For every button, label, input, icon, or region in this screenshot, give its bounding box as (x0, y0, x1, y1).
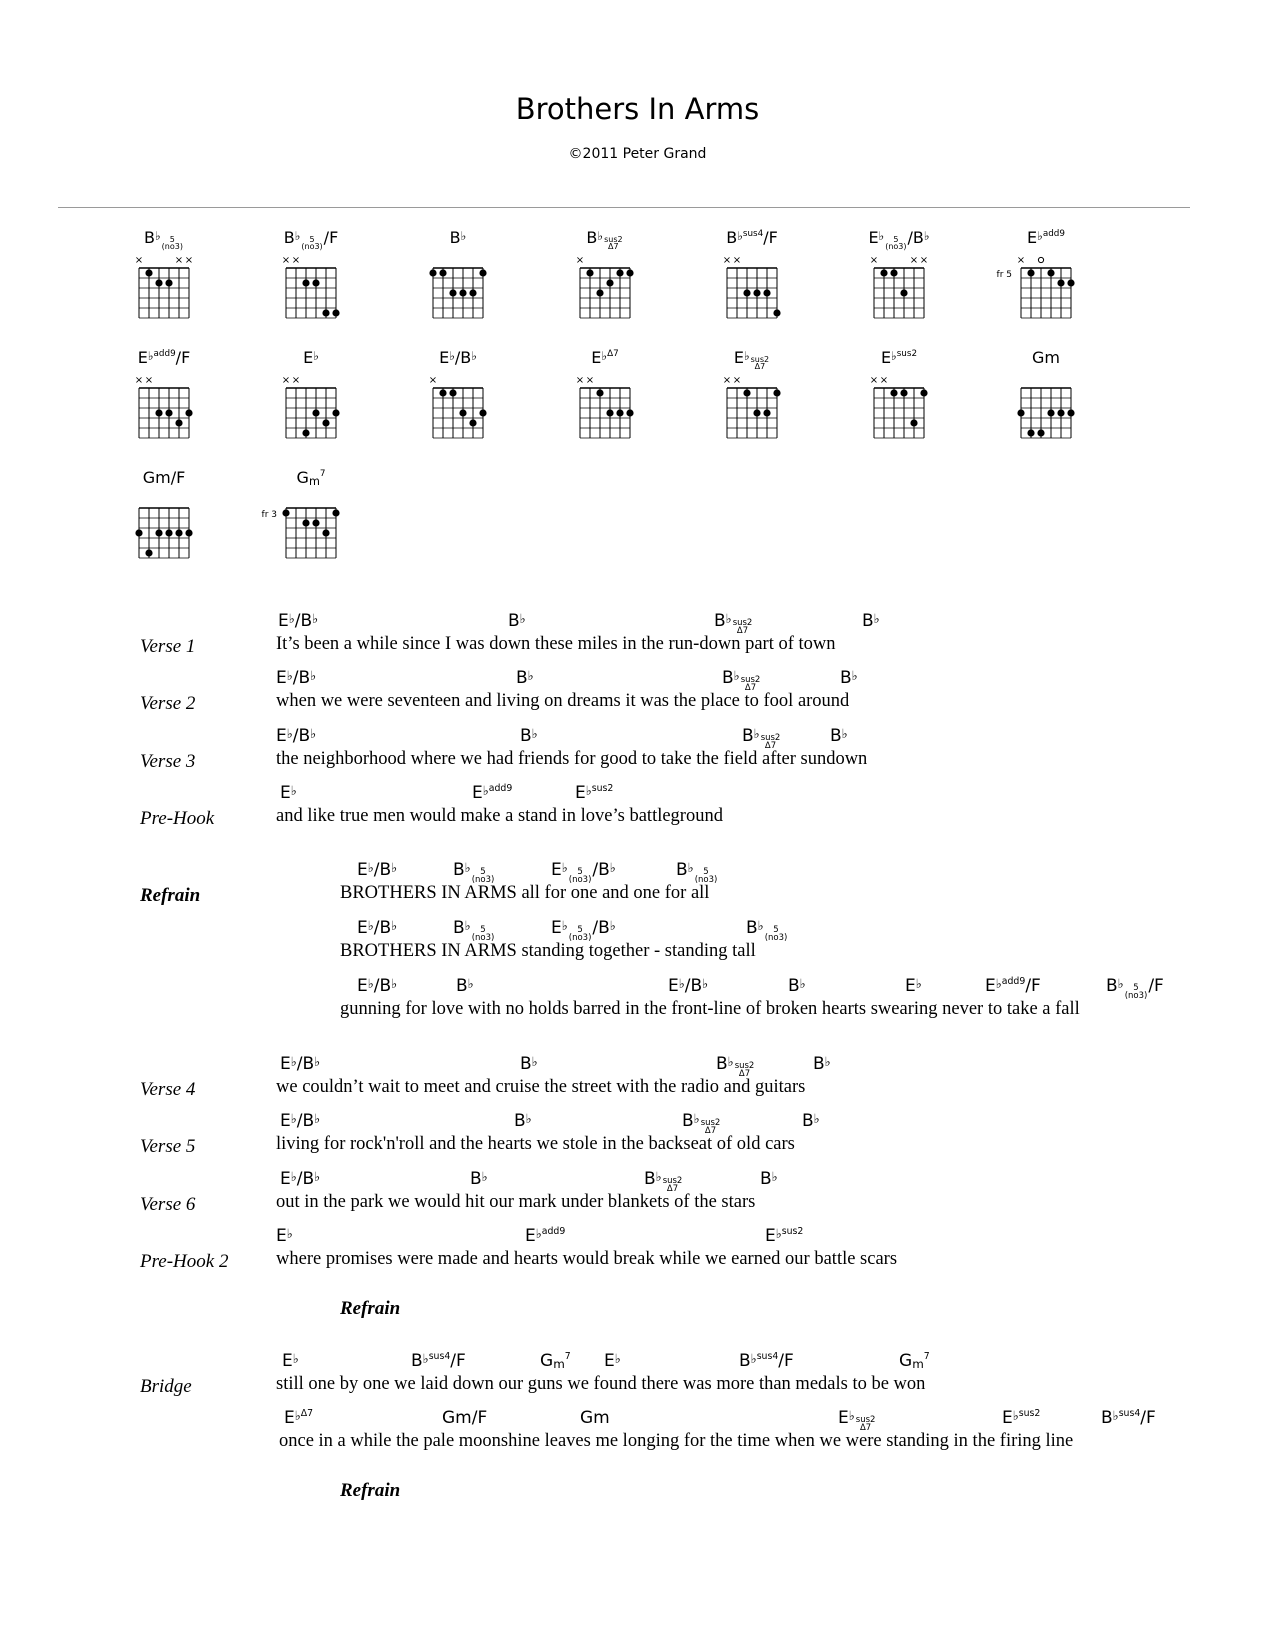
chord-diagram-name: E♭$^{add9}$ (1027, 228, 1065, 247)
finger-dot (439, 389, 446, 396)
muted-string-icon: × (134, 255, 144, 266)
fretboard (104, 228, 224, 333)
finger-dot (1017, 409, 1024, 416)
fretboard (986, 228, 1106, 333)
finger-dot (332, 409, 339, 416)
chord-diagram (986, 228, 1106, 333)
chord-diagram (251, 348, 371, 453)
finger-dot (175, 529, 182, 536)
chord-name: E♭/B♭ (276, 668, 317, 688)
finger-dot (322, 529, 329, 536)
fretboard (251, 228, 371, 333)
muted-string-icon: × (732, 255, 742, 266)
chord-diagram-name: Gm/F (142, 468, 186, 487)
fretboard (545, 348, 665, 453)
finger-dot (332, 509, 339, 516)
chord-name: Gm$^7$ (540, 1351, 571, 1372)
chord-diagram (839, 348, 959, 453)
finger-dot (753, 289, 760, 296)
chord-name: E♭ (276, 1226, 293, 1246)
chord-name: E♭$^{add9}$ (525, 1226, 566, 1246)
finger-dot (312, 409, 319, 416)
section-label-verse-3: Verse 3 (140, 751, 196, 772)
chord-name: E♭/B♭ (357, 976, 398, 996)
lyric-line: once in a while the pale moonshine leaves me longing for the time when we were standing in the firing line (279, 1431, 1074, 1451)
chord-name: E♭$^{\Delta 7}$ (284, 1408, 314, 1428)
chord-name: B♭ 5 (no3) (453, 860, 495, 885)
chord-name: B♭$^{sus4}$/F (739, 1351, 794, 1371)
finger-dot (302, 429, 309, 436)
chord-diagram (986, 348, 1106, 453)
chord-name: B♭ (514, 1111, 532, 1131)
chord-name: E♭$^{sus2}$ (1002, 1408, 1041, 1428)
lyric-line: gunning for love with no holds barred in the front-line of broken hearts swearing never to take a fall (340, 999, 1080, 1019)
finger-dot (626, 269, 633, 276)
muted-string-icon: × (722, 255, 732, 266)
finger-dot (302, 519, 309, 526)
muted-string-icon: × (732, 375, 742, 386)
fretboard (104, 468, 224, 573)
chord-diagram (692, 228, 812, 333)
muted-string-icon: × (144, 375, 154, 386)
section-label-pre-hook: Pre-Hook (140, 808, 215, 829)
finger-dot (763, 409, 770, 416)
section-label-verse-4: Verse 4 (140, 1079, 196, 1100)
fretboard (545, 228, 665, 333)
lyric-line: we couldn’t wait to meet and cruise the street with the radio and guitars (276, 1077, 806, 1097)
muted-string-icon: × (281, 255, 291, 266)
muted-string-icon: × (879, 375, 889, 386)
finger-dot (910, 419, 917, 426)
chord-diagram-name: E♭$^{\Delta 7}$ (591, 348, 619, 367)
chord-name: E♭ (604, 1351, 621, 1371)
section-label-pre-hook-2: Pre-Hook 2 (140, 1251, 229, 1272)
section-label-refrain: Refrain (140, 885, 201, 906)
section-label-verse-6: Verse 6 (140, 1194, 196, 1215)
chord-name: Gm (580, 1408, 610, 1428)
chord-name: B♭ (788, 976, 806, 996)
chord-name: E♭$^{add9}$ (472, 783, 513, 803)
finger-dot (429, 269, 436, 276)
chord-name: B♭ sus2 Δ7 (722, 668, 761, 693)
refrain-reference: Refrain (340, 1298, 401, 1319)
chord-name: B♭ 5 (no3) (676, 860, 718, 885)
chord-diagram (104, 228, 224, 333)
finger-dot (322, 309, 329, 316)
finger-dot (900, 289, 907, 296)
finger-dot (479, 269, 486, 276)
header-divider (58, 207, 1190, 208)
fretboard (839, 348, 959, 453)
chord-name: B♭ (456, 976, 474, 996)
finger-dot (626, 409, 633, 416)
chord-diagram (545, 348, 665, 453)
finger-dot (743, 389, 750, 396)
section-label-verse-5: Verse 5 (140, 1136, 196, 1157)
section-label-verse-2: Verse 2 (140, 693, 196, 714)
muted-string-icon: × (909, 255, 919, 266)
fretboard (251, 468, 371, 573)
finger-dot (469, 419, 476, 426)
finger-dot (1047, 269, 1054, 276)
chord-diagram-name: E♭$^{add9}$/F (137, 348, 191, 367)
finger-dot (175, 419, 182, 426)
chord-diagram (545, 228, 665, 333)
muted-string-icon: × (174, 255, 184, 266)
section-label-bridge: Bridge (140, 1376, 192, 1397)
finger-dot (880, 269, 887, 276)
lyric-line: It’s been a while since I was down these miles in the run-down part of town (276, 634, 836, 654)
chord-diagram (251, 468, 371, 573)
finger-dot (312, 279, 319, 286)
chord-diagram-name: Gm (1032, 348, 1060, 367)
finger-dot (743, 289, 750, 296)
lyric-line: where promises were made and hearts would break while we earned our battle scars (276, 1249, 898, 1269)
muted-string-icon: × (585, 375, 595, 386)
fretboard (398, 228, 518, 333)
finger-dot (322, 419, 329, 426)
finger-dot (449, 389, 456, 396)
finger-dot (165, 529, 172, 536)
lyric-line: still one by one we laid down our guns we found there was more than medals to be won (276, 1374, 926, 1394)
finger-dot (1027, 429, 1034, 436)
finger-dot (1047, 409, 1054, 416)
lyric-line: out in the park we would hit our mark under blankets of the stars (276, 1192, 756, 1212)
chord-name: B♭ (840, 668, 858, 688)
fretboard (398, 348, 518, 453)
muted-string-icon: × (291, 375, 301, 386)
chord-name: E♭ (282, 1351, 299, 1371)
muted-string-icon: × (428, 375, 438, 386)
chord-name: E♭/B♭ (668, 976, 709, 996)
muted-string-icon: × (291, 255, 301, 266)
finger-dot (459, 409, 466, 416)
chord-diagram (839, 228, 959, 333)
chord-name: B♭ (520, 1054, 538, 1074)
finger-dot (586, 269, 593, 276)
finger-dot (616, 409, 623, 416)
fretboard (692, 228, 812, 333)
finger-dot (439, 269, 446, 276)
chord-name: E♭/B♭ (278, 611, 319, 631)
open-string-icon (1038, 257, 1043, 262)
chord-name: E♭$^{sus2}$ (575, 783, 614, 803)
muted-string-icon: × (919, 255, 929, 266)
chord-diagram-name: B♭$^{sus4}$/F (726, 228, 778, 247)
chord-name: E♭ (905, 976, 922, 996)
fret-position-label: fr 5 (996, 270, 1012, 280)
chord-name: B♭ sus2 Δ7 (644, 1169, 683, 1194)
chord-diagram (104, 468, 224, 573)
finger-dot (606, 409, 613, 416)
lyric-line: BROTHERS IN ARMS standing together - standing tall (340, 941, 756, 961)
finger-dot (1067, 279, 1074, 286)
muted-string-icon: × (184, 255, 194, 266)
chord-diagram-name: E♭$^{sus2}$ (880, 348, 918, 367)
chord-name: B♭ 5 (no3) (746, 918, 788, 943)
refrain-reference: Refrain (340, 1480, 401, 1501)
chord-name: E♭$^{add9}$/F (985, 976, 1041, 996)
chord-diagram-name: B♭ (449, 228, 467, 247)
finger-dot (773, 389, 780, 396)
finger-dot (312, 519, 319, 526)
finger-dot (302, 279, 309, 286)
chord-name: B♭ sus2 Δ7 (716, 1054, 755, 1079)
chord-name: B♭ sus2 Δ7 (682, 1111, 721, 1136)
lyric-line: living for rock'n'roll and the hearts we stole in the backseat of old cars (276, 1134, 795, 1154)
chord-name: B♭ (802, 1111, 820, 1131)
lyric-line: BROTHERS IN ARMS all for one and one for all (340, 883, 710, 903)
chord-diagram-name: B♭ 5 (no3) /F (283, 228, 339, 252)
finger-dot (596, 389, 603, 396)
finger-dot (185, 529, 192, 536)
muted-string-icon: × (722, 375, 732, 386)
chord-name: E♭ 5 (no3) /B♭ (551, 860, 616, 885)
fretboard (251, 348, 371, 453)
chord-name: Gm$^7$ (899, 1351, 930, 1372)
muted-string-icon: × (869, 375, 879, 386)
chord-diagram-name: B♭ 5 (no3) (144, 228, 183, 252)
finger-dot (155, 279, 162, 286)
chord-diagram-name: E♭/B♭ (439, 348, 477, 367)
chord-name: B♭ (862, 611, 880, 631)
chord-name: B♭$^{sus4}$/F (1101, 1408, 1156, 1428)
chord-name: E♭ (280, 783, 297, 803)
finger-dot (469, 289, 476, 296)
finger-dot (1067, 409, 1074, 416)
finger-dot (332, 309, 339, 316)
finger-dot (449, 289, 456, 296)
chord-diagram-name: E♭ 5 (no3) /B♭ (868, 228, 930, 252)
chord-name: B♭ (760, 1169, 778, 1189)
chord-name: E♭ 5 (no3) /B♭ (551, 918, 616, 943)
chord-diagram (251, 228, 371, 333)
fretboard (839, 228, 959, 333)
fret-position-label: fr 3 (261, 510, 277, 520)
finger-dot (606, 279, 613, 286)
chord-name: B♭ (516, 668, 534, 688)
finger-dot (1057, 279, 1064, 286)
chord-name: B♭$^{sus4}$/F (411, 1351, 466, 1371)
chord-name: B♭ (830, 726, 848, 746)
chord-name: B♭ sus2 Δ7 (742, 726, 781, 751)
finger-dot (459, 289, 466, 296)
muted-string-icon: × (575, 375, 585, 386)
chord-name: Gm/F (442, 1408, 488, 1428)
section-label-verse-1: Verse 1 (140, 636, 196, 657)
chord-name: E♭$^{sus2}$ (765, 1226, 804, 1246)
muted-string-icon: × (869, 255, 879, 266)
finger-dot (165, 279, 172, 286)
finger-dot (282, 509, 289, 516)
finger-dot (900, 389, 907, 396)
finger-dot (135, 529, 142, 536)
chord-name: E♭/B♭ (357, 918, 398, 938)
finger-dot (155, 529, 162, 536)
chord-name: B♭ 5 (no3) (453, 918, 495, 943)
chord-name: E♭/B♭ (280, 1169, 321, 1189)
finger-dot (753, 409, 760, 416)
finger-dot (890, 269, 897, 276)
chord-diagram-name: Gm$^7$ (296, 468, 326, 489)
muted-string-icon: × (281, 375, 291, 386)
chord-name: B♭ (470, 1169, 488, 1189)
chord-name: B♭ (508, 611, 526, 631)
lyric-line: when we were seventeen and living on dreams it was the place to fool around (276, 691, 850, 711)
chord-name: B♭ sus2 Δ7 (714, 611, 753, 636)
finger-dot (890, 389, 897, 396)
finger-dot (145, 269, 152, 276)
fretboard (986, 348, 1106, 453)
song-title: Brothers In Arms (515, 92, 760, 126)
finger-dot (185, 409, 192, 416)
finger-dot (616, 269, 623, 276)
finger-dot (763, 289, 770, 296)
chord-name: B♭ 5 (no3) /F (1106, 976, 1164, 1001)
finger-dot (596, 289, 603, 296)
chord-diagram-name: E♭ sus2 Δ7 (733, 348, 770, 372)
lyric-line: the neighborhood where we had friends for good to take the field after sundown (276, 749, 868, 769)
chord-name: E♭/B♭ (357, 860, 398, 880)
finger-dot (479, 409, 486, 416)
muted-string-icon: × (1016, 255, 1026, 266)
finger-dot (145, 549, 152, 556)
chord-name: E♭/B♭ (280, 1111, 321, 1131)
chord-diagram (398, 348, 518, 453)
finger-dot (773, 309, 780, 316)
chord-diagram-name: B♭ sus2 Δ7 (586, 228, 623, 252)
fretboard (104, 348, 224, 453)
finger-dot (1037, 429, 1044, 436)
chord-name: E♭ sus2 Δ7 (838, 1408, 876, 1433)
finger-dot (165, 409, 172, 416)
chord-diagram-name: E♭ (303, 348, 319, 367)
chord-name: E♭/B♭ (280, 1054, 321, 1074)
chord-diagram (398, 228, 518, 333)
chord-name: B♭ (813, 1054, 831, 1074)
chord-name: E♭/B♭ (276, 726, 317, 746)
muted-string-icon: × (575, 255, 585, 266)
fretboard (692, 348, 812, 453)
copyright-notice: ©2011 Peter Grand (568, 146, 707, 162)
chord-diagram (692, 348, 812, 453)
lyric-line: and like true men would make a stand in love’s battleground (276, 806, 723, 826)
finger-dot (1027, 269, 1034, 276)
muted-string-icon: × (134, 375, 144, 386)
finger-dot (920, 389, 927, 396)
finger-dot (1057, 409, 1064, 416)
chord-name: B♭ (520, 726, 538, 746)
finger-dot (155, 409, 162, 416)
chord-diagram (104, 348, 224, 453)
